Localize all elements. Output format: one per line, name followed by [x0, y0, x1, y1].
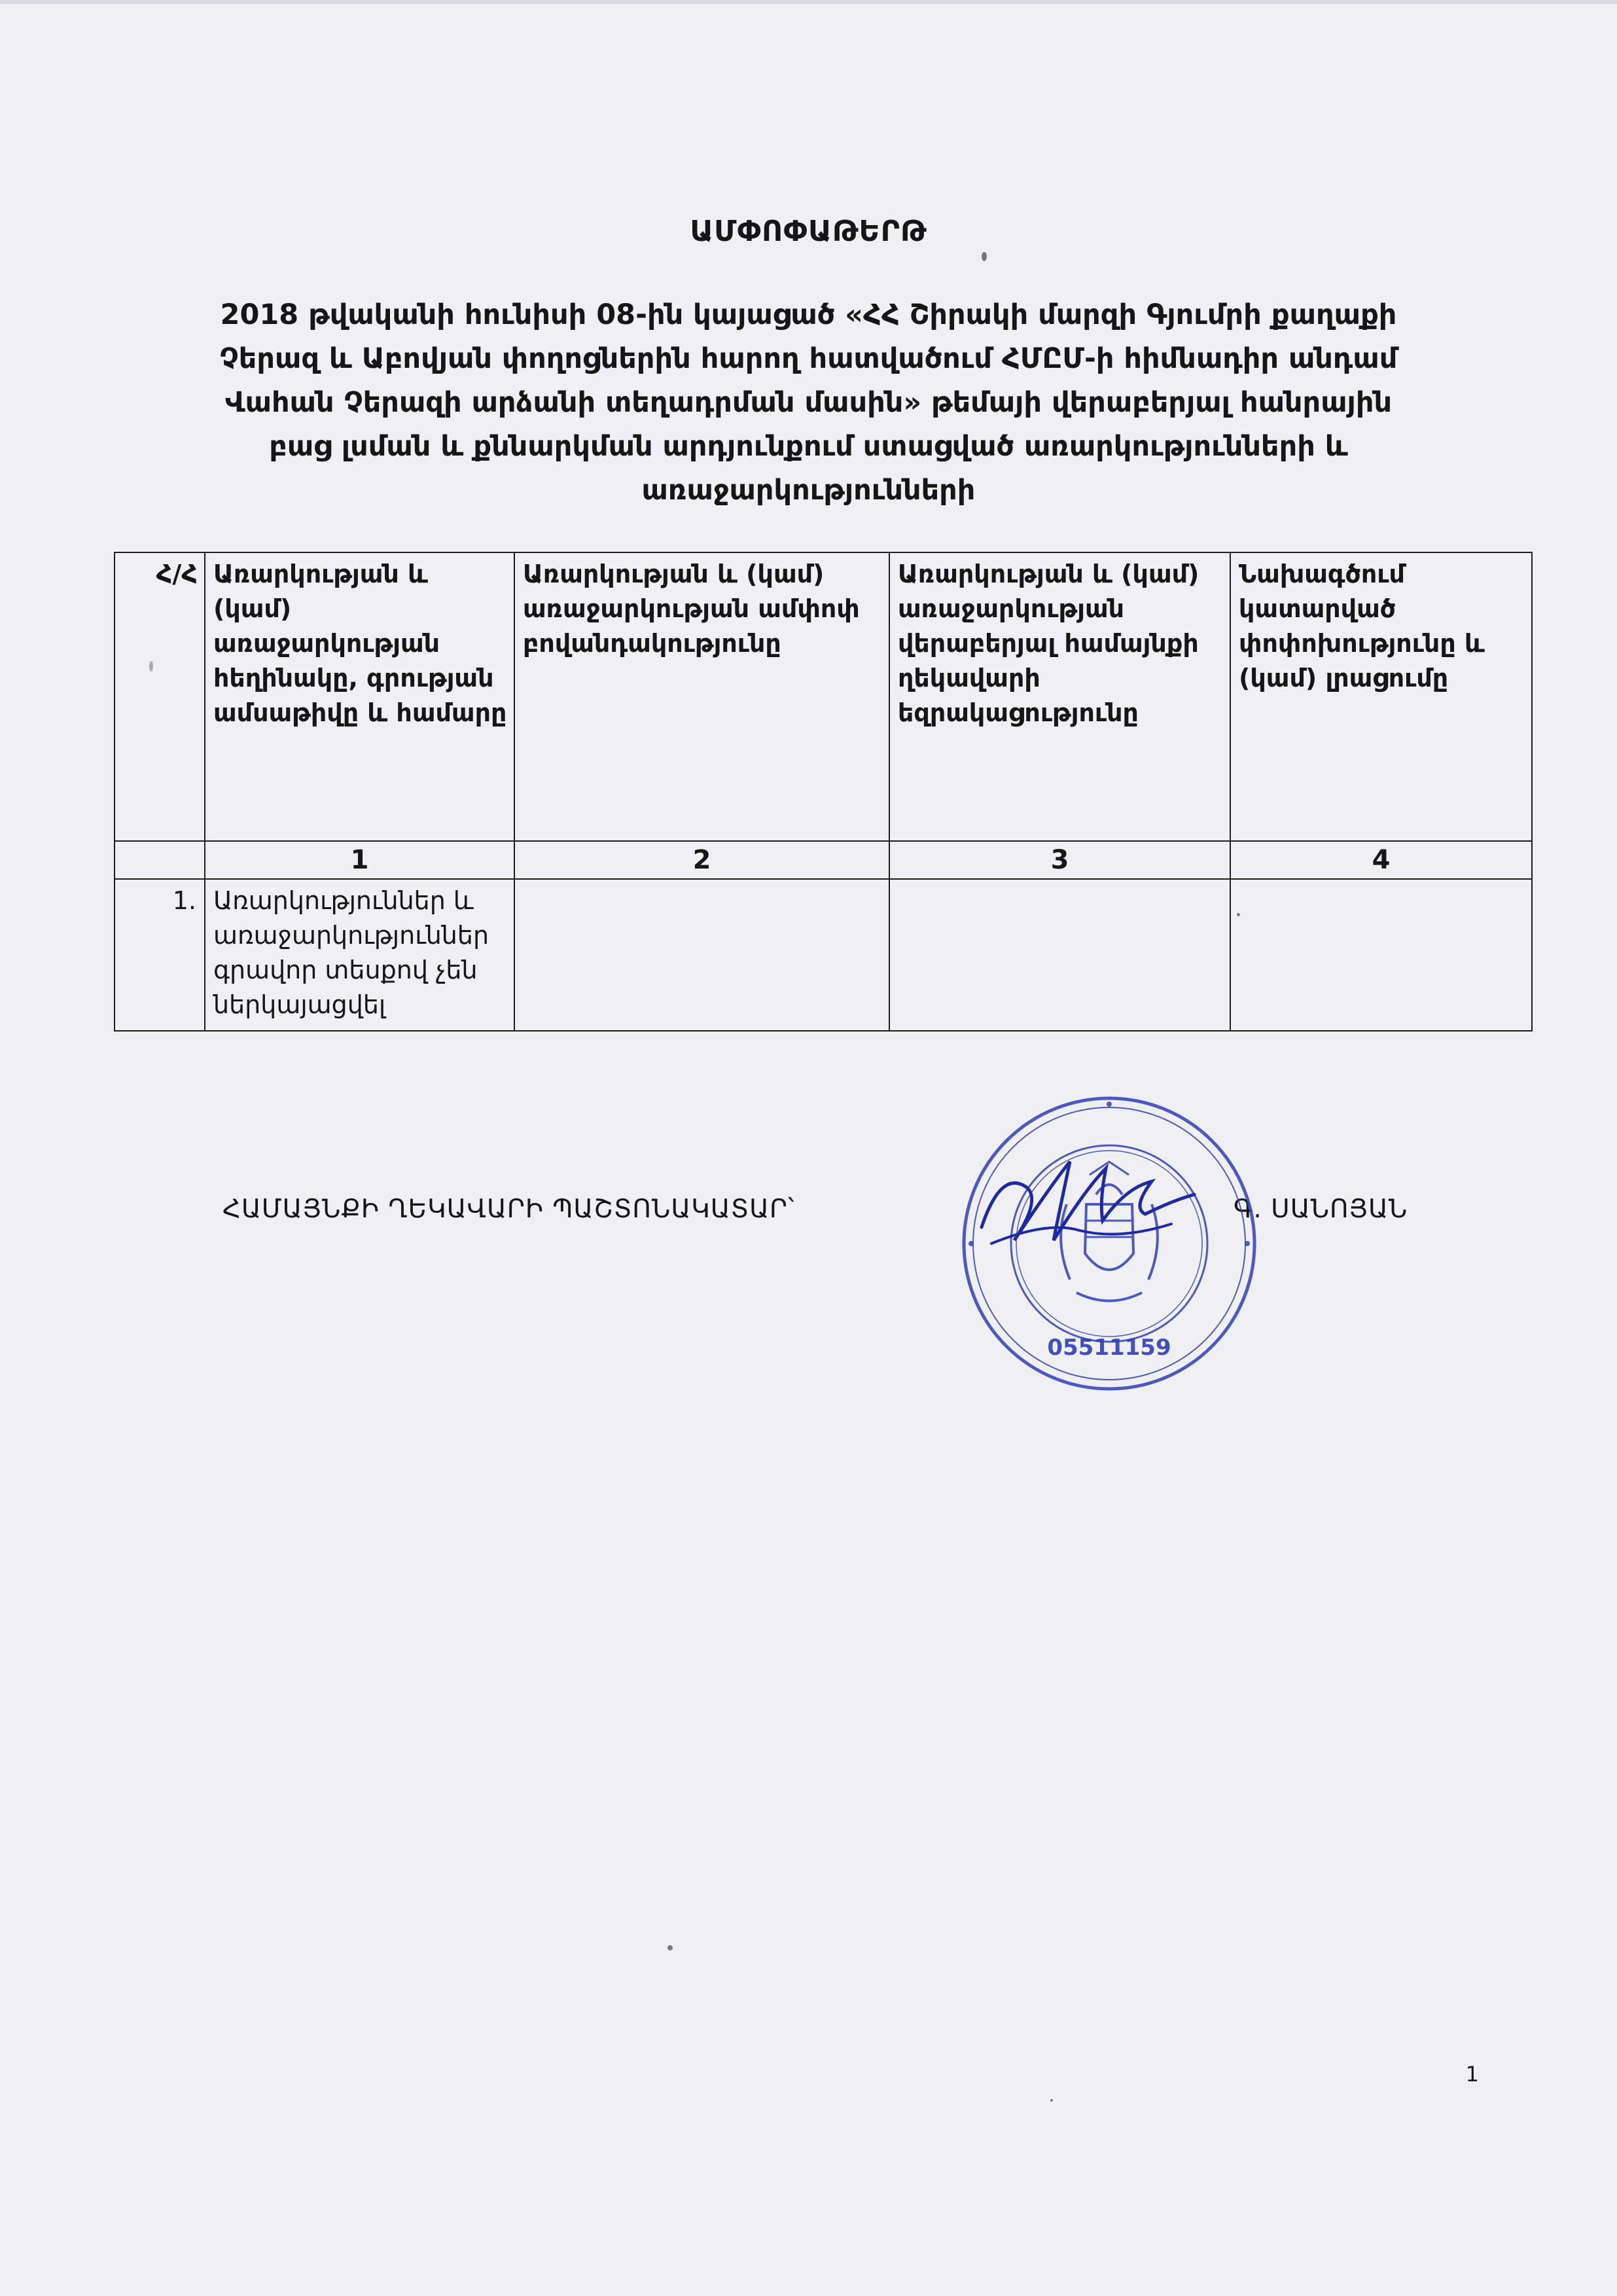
- row-author-cell: Առարկություններ և առաջարկություններ գրավոր տեսքով չեն ներկայացվել: [205, 879, 514, 1031]
- document-title: ԱՄՓՈՓԱԹԵՐԹ: [690, 215, 927, 248]
- handwritten-signature: [982, 1162, 1194, 1240]
- scan-speck: [149, 661, 153, 672]
- subtitle-line: բաց լսման և քննարկման արդյունքում ստացված առարկությունների և: [269, 430, 1348, 463]
- column-number-cell: 4: [1230, 841, 1532, 879]
- official-seal-stamp: [955, 1090, 1263, 1397]
- row-conclusion-cell: [889, 879, 1230, 1031]
- header-cell-summary: Առարկության և (կամ) առաջարկության ամփոփ բովանդակությունը: [514, 552, 889, 841]
- scan-speck: [667, 1945, 673, 1950]
- signatory-role: ՀԱՄԱՅՆՔԻ ՂԵԿԱՎԱՐԻ ՊԱՇՏՈՆԱԿԱՏԱՐ՝: [222, 1194, 795, 1224]
- row-summary-cell: [514, 879, 889, 1031]
- handwritten-signature-stroke: [991, 1224, 1171, 1244]
- proposals-table: [114, 552, 1533, 1031]
- scan-speck: [1237, 913, 1240, 916]
- seal-number: 05511159: [1047, 1335, 1171, 1361]
- column-number-cell: 2: [514, 841, 889, 879]
- header-cell-author: Առարկության և (կամ) առաջարկության հեղինակը, գրության ամսաթիվը և համարը: [205, 552, 514, 841]
- scan-speck: [982, 252, 987, 261]
- document-subtitle: [151, 293, 1466, 512]
- column-number-cell: 3: [889, 841, 1230, 879]
- header-cell-change: Նախագծում կատարված փոփոխությունը և (կամ) լրացումը: [1230, 552, 1532, 841]
- signatory-name: Գ. ՍԱՆՈՅԱՆ: [1234, 1194, 1408, 1224]
- header-cell-conclusion: Առարկության և (կամ) առաջարկության վերաբերյալ համայնքի ղեկավարի եզրակացությունը: [889, 552, 1230, 841]
- row-change-cell: [1230, 879, 1532, 1031]
- subtitle-line: 2018 թվականի հունիսի 08-ին կայացած «ՀՀ Շիրակի մարզի Գյումրի քաղաքի: [220, 298, 1397, 331]
- row-number-cell: 1.: [115, 879, 205, 1031]
- subtitle-line: Վահան Չերազի արձանի տեղադրման մասին» թեմայի վերաբերյալ հանրային: [224, 386, 1393, 419]
- page-top-edge: [0, 0, 1617, 4]
- scan-speck: [1050, 2099, 1053, 2102]
- subtitle-line: Չերազ և Աբովյան փողոցներին հարող հատվածում ՀՄԸՄ-ի հիմնադիր անդամ: [219, 342, 1398, 375]
- header-cell-number: Հ/Հ: [115, 552, 205, 841]
- table-column-numbers-row: [115, 841, 1532, 879]
- table-row: [115, 879, 1532, 1031]
- page-number: 1: [1465, 2062, 1479, 2087]
- column-number-cell: [115, 841, 205, 879]
- column-number-cell: 1: [205, 841, 514, 879]
- table-header-row: [115, 552, 1532, 841]
- subtitle-line: առաջարկությունների: [641, 474, 976, 507]
